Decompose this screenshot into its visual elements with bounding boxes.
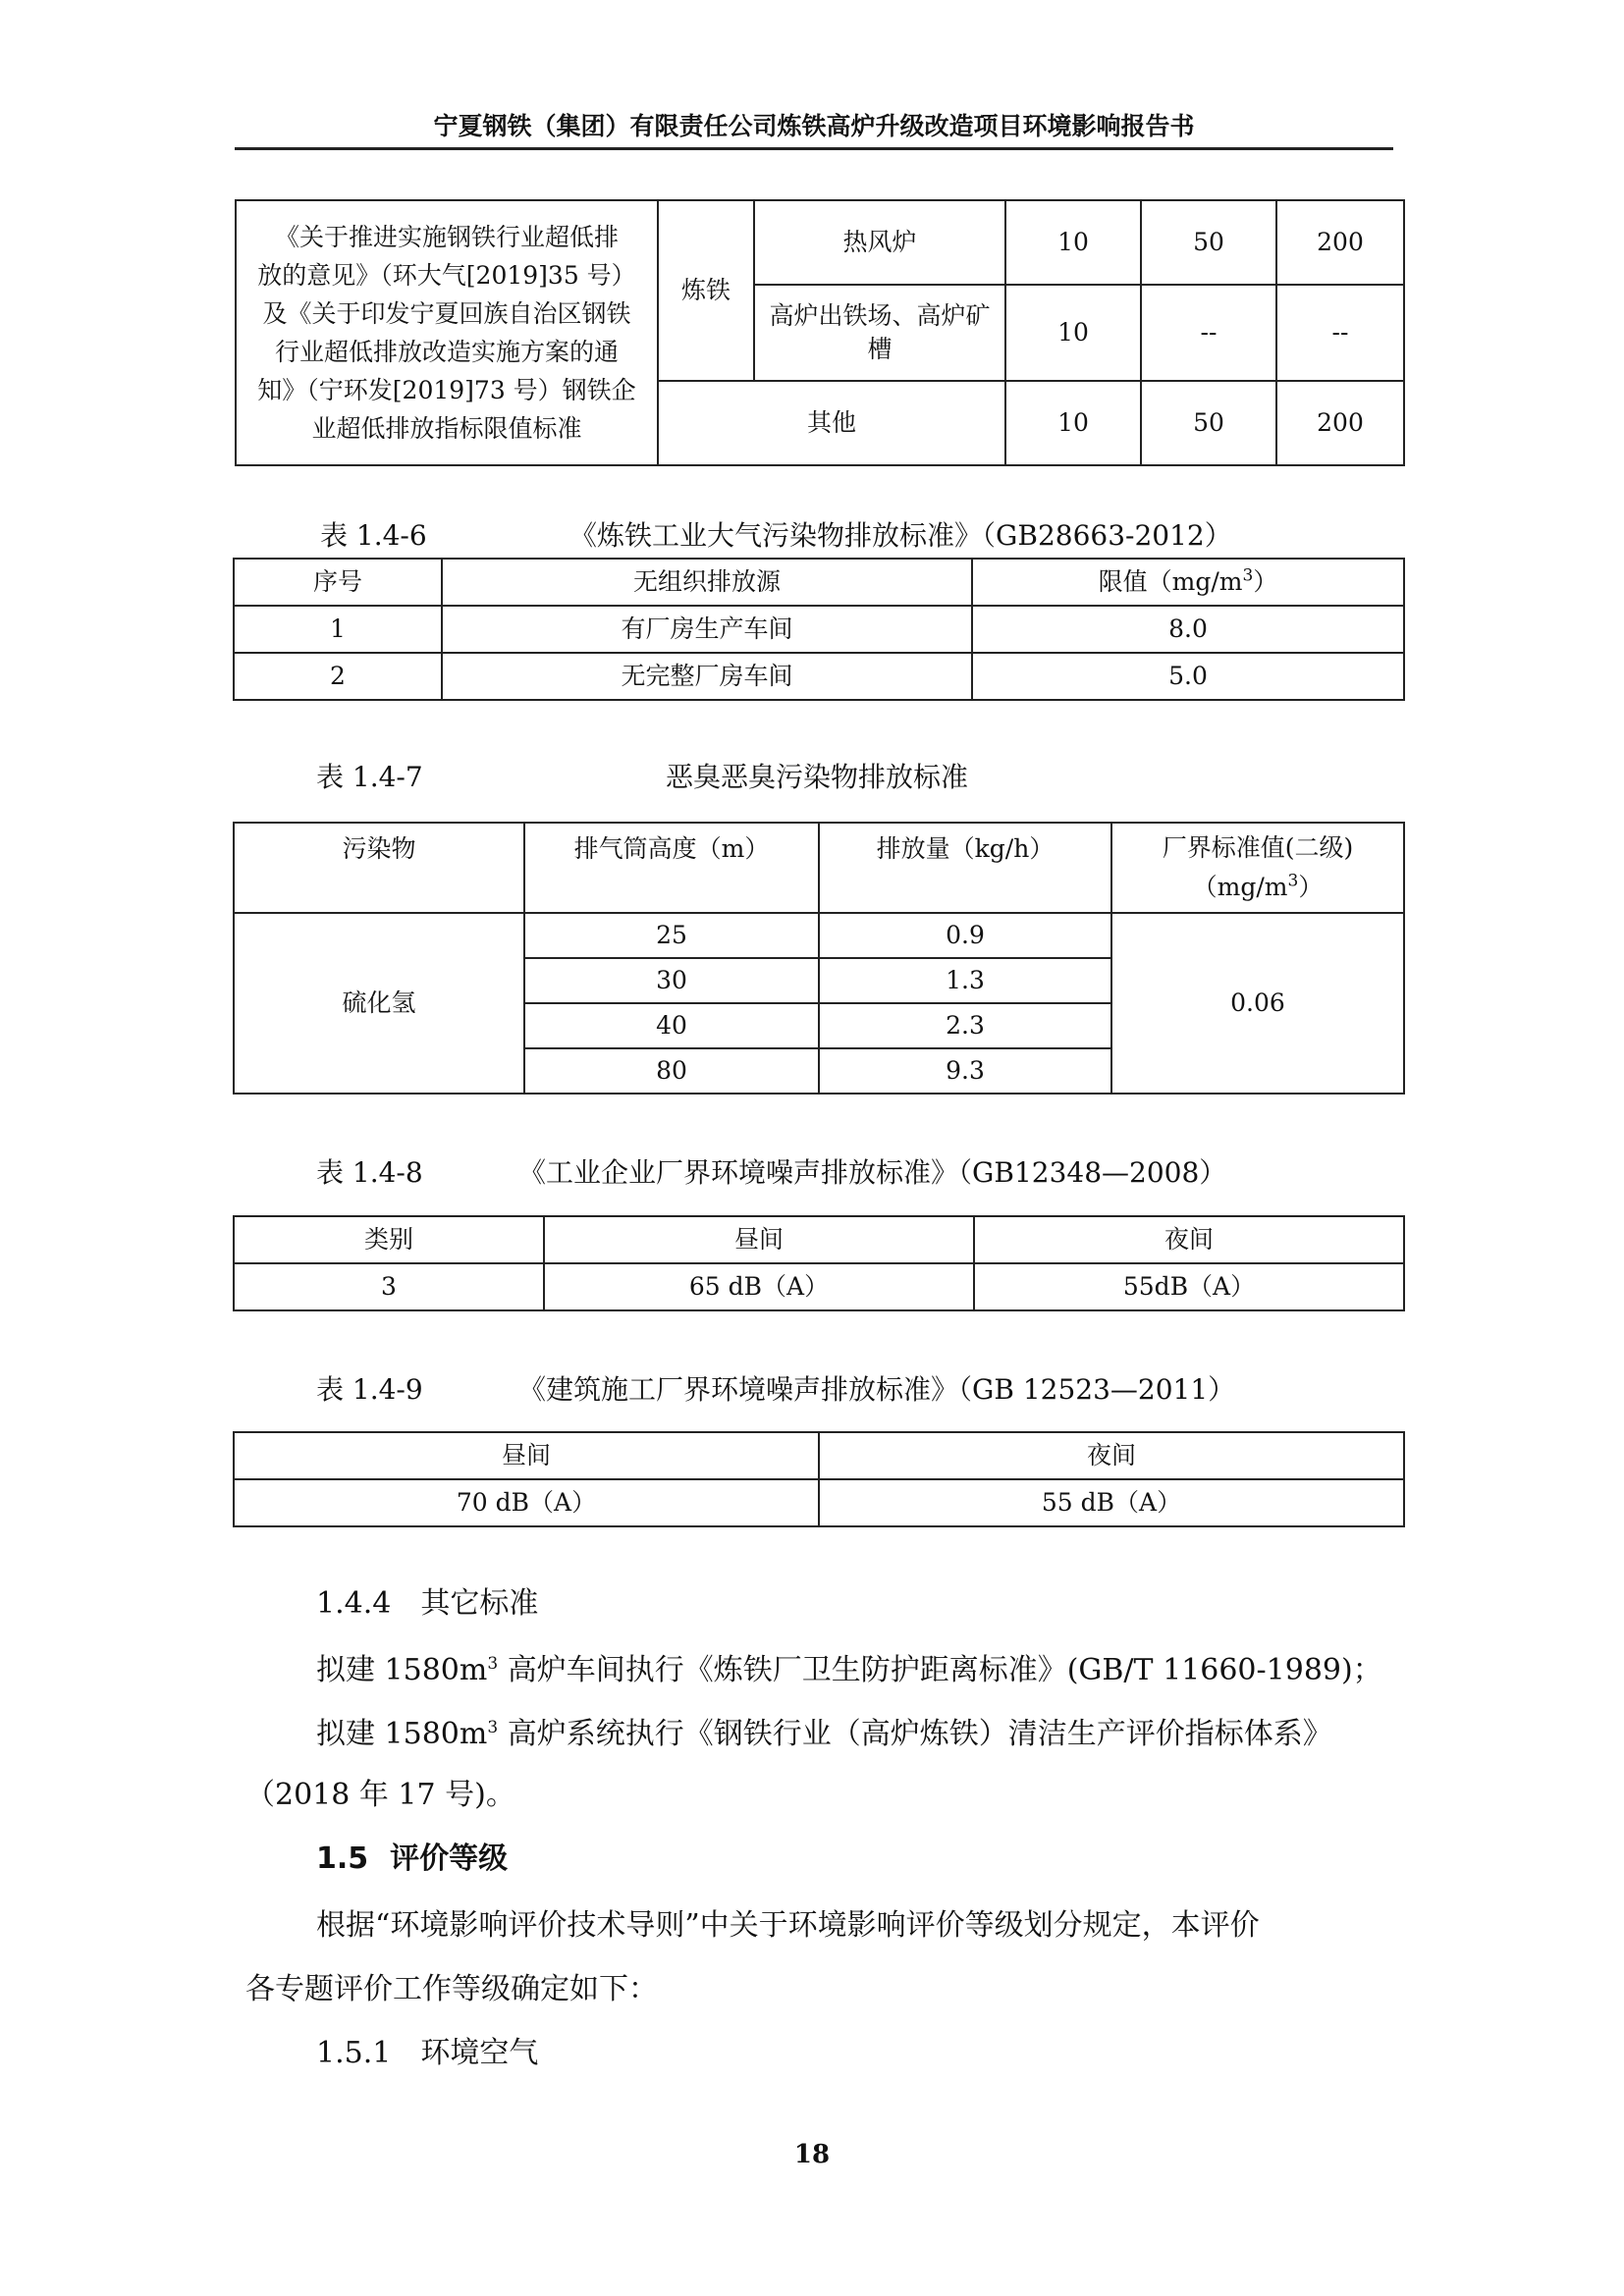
table-title: 《炼铁工业大气污染物排放标准》（GB28663-2012） [569,519,1232,552]
paragraph-continuation: 各专题评价工作等级确定如下： [245,1972,658,2006]
paragraph [316,1709,1332,1760]
table-cell: 80 [524,1048,819,1094]
table-cell: 10 [1005,285,1141,381]
table-cell: 25 [524,913,819,958]
table-cell: 5.0 [972,653,1404,700]
section-number: 1.5 [316,1842,369,1876]
header-text: 厂界标准值(二级) [1162,833,1354,862]
table-cell: 55dB（A） [974,1263,1404,1310]
source-line: 放的意见》（环大气[2019]35 号） [257,261,636,290]
section-number: 1.5.1 [316,2036,392,2070]
section-heading-1-4-4 [316,1578,538,1629]
table-cell: 8.0 [972,606,1404,653]
cell-line: 槽 [867,335,893,363]
table-cell: 2.3 [819,1003,1111,1048]
table-title: 《工业企业厂界环境噪声排放标准》（GB12348—2008） [518,1156,1227,1189]
table-cell: 2 [234,653,442,700]
table-cell: 70 dB（A） [234,1479,819,1526]
paragraph-continuation: （2018 年 17 号)。 [245,1778,515,1812]
table-1-4-9 [233,1431,1405,1527]
table-cell: 30 [524,958,819,1003]
pollutant-cell: 硫化氢 [234,913,524,1094]
table-header [972,559,1404,606]
table-1-4-7 [233,822,1405,1095]
header-rule [235,147,1393,150]
page-number: 18 [793,2140,831,2169]
paragraph [316,1645,1382,1696]
table-cell: 200 [1276,200,1404,285]
table-cell: 10 [1005,200,1141,285]
table-header: 序号 [234,559,442,606]
table-header: 类别 [234,1216,544,1263]
table-1-4-6 [233,558,1405,701]
table-header [1111,823,1404,913]
table-header: 夜间 [819,1432,1404,1479]
section-title: 评价等级 [390,1842,509,1876]
section-heading-1-5 [316,1834,508,1885]
superscript: 3 [1242,565,1254,586]
table-cell: 热风炉 [754,200,1005,285]
table-cell: 55 dB（A） [819,1479,1404,1526]
table-header: 昼间 [234,1432,819,1479]
superscript: 3 [487,1654,499,1674]
table-cell: 50 [1141,200,1276,285]
table-1-4-8 [233,1215,1405,1311]
text-run: 高炉车间执行《炼铁厂卫生防护距离标准》(GB/T 11660-1989)； [498,1653,1382,1687]
table-header: 昼间 [544,1216,974,1263]
text-run: 高炉系统执行《钢铁行业（高炉炼铁）清洁生产评价指标体系》 [498,1717,1332,1751]
section-title: 其它标准 [420,1586,539,1621]
boundary-value-cell: 0.06 [1111,913,1404,1094]
source-line: 业超低排放指标限值标准 [311,414,582,443]
source-line: 及《关于印发宁夏回族自治区钢铁 [262,299,631,328]
text-run: 拟建 1580m [316,1717,488,1751]
table-cell: 无完整厂房车间 [442,653,972,700]
table-cell: 9.3 [819,1048,1111,1094]
header-text: ） [1298,873,1324,901]
table-cell: 1.3 [819,958,1111,1003]
header-text [1116,868,1399,907]
table-number: 表 1.4-6 [320,519,427,552]
table-cell: 65 dB（A） [544,1263,974,1310]
superscript: 3 [487,1718,499,1737]
table-title: 恶臭恶臭污染物排放标准 [666,761,969,793]
table-cell: 200 [1276,381,1404,465]
table-cell: 其他 [658,381,1005,465]
header-text: ） [1253,567,1278,596]
table-cell: -- [1276,285,1404,381]
table-number: 表 1.4-8 [316,1156,423,1189]
source-line: 行业超低排放改造实施方案的通 [274,338,619,366]
cell-line: 高炉出铁场、高炉矿 [769,301,991,330]
standard-source-cell [236,200,658,465]
table-cell: 50 [1141,381,1276,465]
table-header: 排放量（kg/h） [819,823,1111,913]
table-cell [754,285,1005,381]
table-cell: 3 [234,1263,544,1310]
header-text: （mg/m [1192,873,1288,901]
ultra-low-emission-table [235,199,1405,466]
source-line: 《关于推进实施钢铁行业超低排 [274,223,619,251]
table-cell: 有厂房生产车间 [442,606,972,653]
text-run: 拟建 1580m [316,1653,488,1687]
table-cell: 40 [524,1003,819,1048]
document-header: 宁夏钢铁（集团）有限责任公司炼铁高炉升级改造项目环境影响报告书 [433,112,1195,140]
source-line: 知》（宁环发[2019]73 号）钢铁企 [257,376,636,404]
table-header: 无组织排放源 [442,559,972,606]
process-cell: 炼铁 [658,200,754,381]
table-number: 表 1.4-7 [316,761,423,793]
table-cell: -- [1141,285,1276,381]
table-title: 《建筑施工厂界环境噪声排放标准》（GB 12523—2011） [518,1373,1236,1406]
header-text: 限值（mg/m [1098,567,1243,596]
section-number: 1.4.4 [316,1586,392,1621]
table-header: 夜间 [974,1216,1404,1263]
section-heading-1-5-1 [316,2028,538,2079]
table-header: 污染物 [234,823,524,913]
paragraph: 根据“环境影响评价技术导则”中关于环境影响评价等级划分规定，本评价 [316,1908,1260,1943]
table-header: 排气筒高度（m） [524,823,819,913]
table-cell: 1 [234,606,442,653]
table-cell: 10 [1005,381,1141,465]
table-cell: 0.9 [819,913,1111,958]
table-number: 表 1.4-9 [316,1373,423,1406]
superscript: 3 [1287,871,1299,891]
section-title: 环境空气 [420,2036,539,2070]
